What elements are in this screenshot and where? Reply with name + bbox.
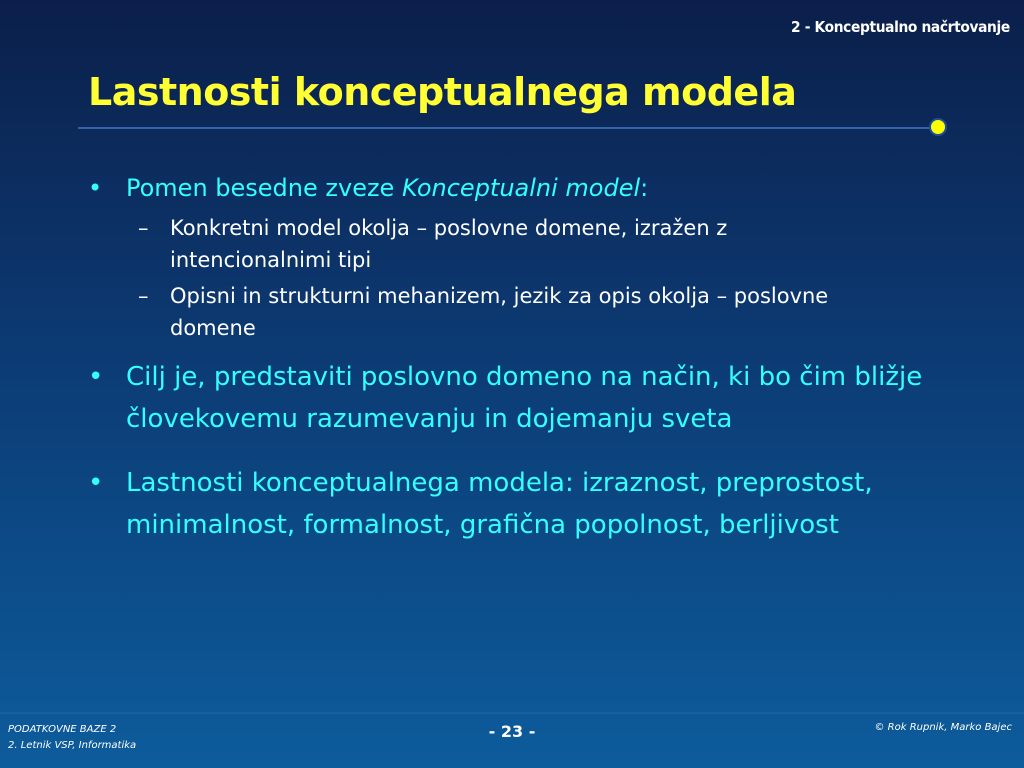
bullet-item-meaning bbox=[88, 168, 948, 208]
sub-marker: – bbox=[138, 216, 149, 240]
sub-item-concrete-model bbox=[88, 212, 850, 276]
sub-item-text: Opisni in strukturni mehanizem, jezik za opis okolja – poslovne domene bbox=[170, 284, 829, 340]
bullet-text: Lastnosti konceptualnega modela: izraznost, preprostost, minimalnost, formalnost, grafična popolnost, berljivost bbox=[126, 468, 873, 540]
sub-item-descriptive-mechanism bbox=[88, 280, 870, 344]
section-label: 2 - Konceptualno načrtovanje bbox=[791, 18, 1010, 36]
footer-divider bbox=[0, 712, 1024, 714]
bullet-marker: • bbox=[88, 362, 104, 392]
slide-content bbox=[88, 168, 948, 546]
bullet-item-goal bbox=[88, 356, 926, 440]
title-divider-dot-icon bbox=[931, 120, 945, 134]
slide-title: Lastnosti konceptualnega modela bbox=[88, 70, 797, 114]
sub-marker: – bbox=[138, 284, 149, 308]
bullet-text: Cilj je, predstaviti poslovno domeno na način, ki bo čim bližje človekovemu razumevanju in dojemanju sveta bbox=[126, 362, 923, 434]
bullet-item-properties bbox=[88, 462, 906, 546]
bullet-suffix: : bbox=[640, 174, 649, 202]
sub-item-text: Konkretni model okolja – poslovne domene, izražen z intencionalnimi tipi bbox=[170, 216, 728, 272]
page-number: - 23 - bbox=[488, 722, 536, 741]
bullet-emphasis: Konceptualni model bbox=[401, 174, 641, 202]
bullet-marker: • bbox=[88, 468, 104, 498]
footer-course-year: 2. Letnik VSP, Informatika bbox=[8, 740, 137, 751]
bullet-marker: • bbox=[88, 174, 103, 202]
footer-course-title: PODATKOVNE BAZE 2 bbox=[8, 724, 117, 735]
footer-authors: © Rok Rupnik, Marko Bajec bbox=[874, 722, 1012, 733]
bullet-text: Pomen besedne zveze bbox=[126, 174, 402, 202]
title-divider bbox=[78, 127, 940, 129]
